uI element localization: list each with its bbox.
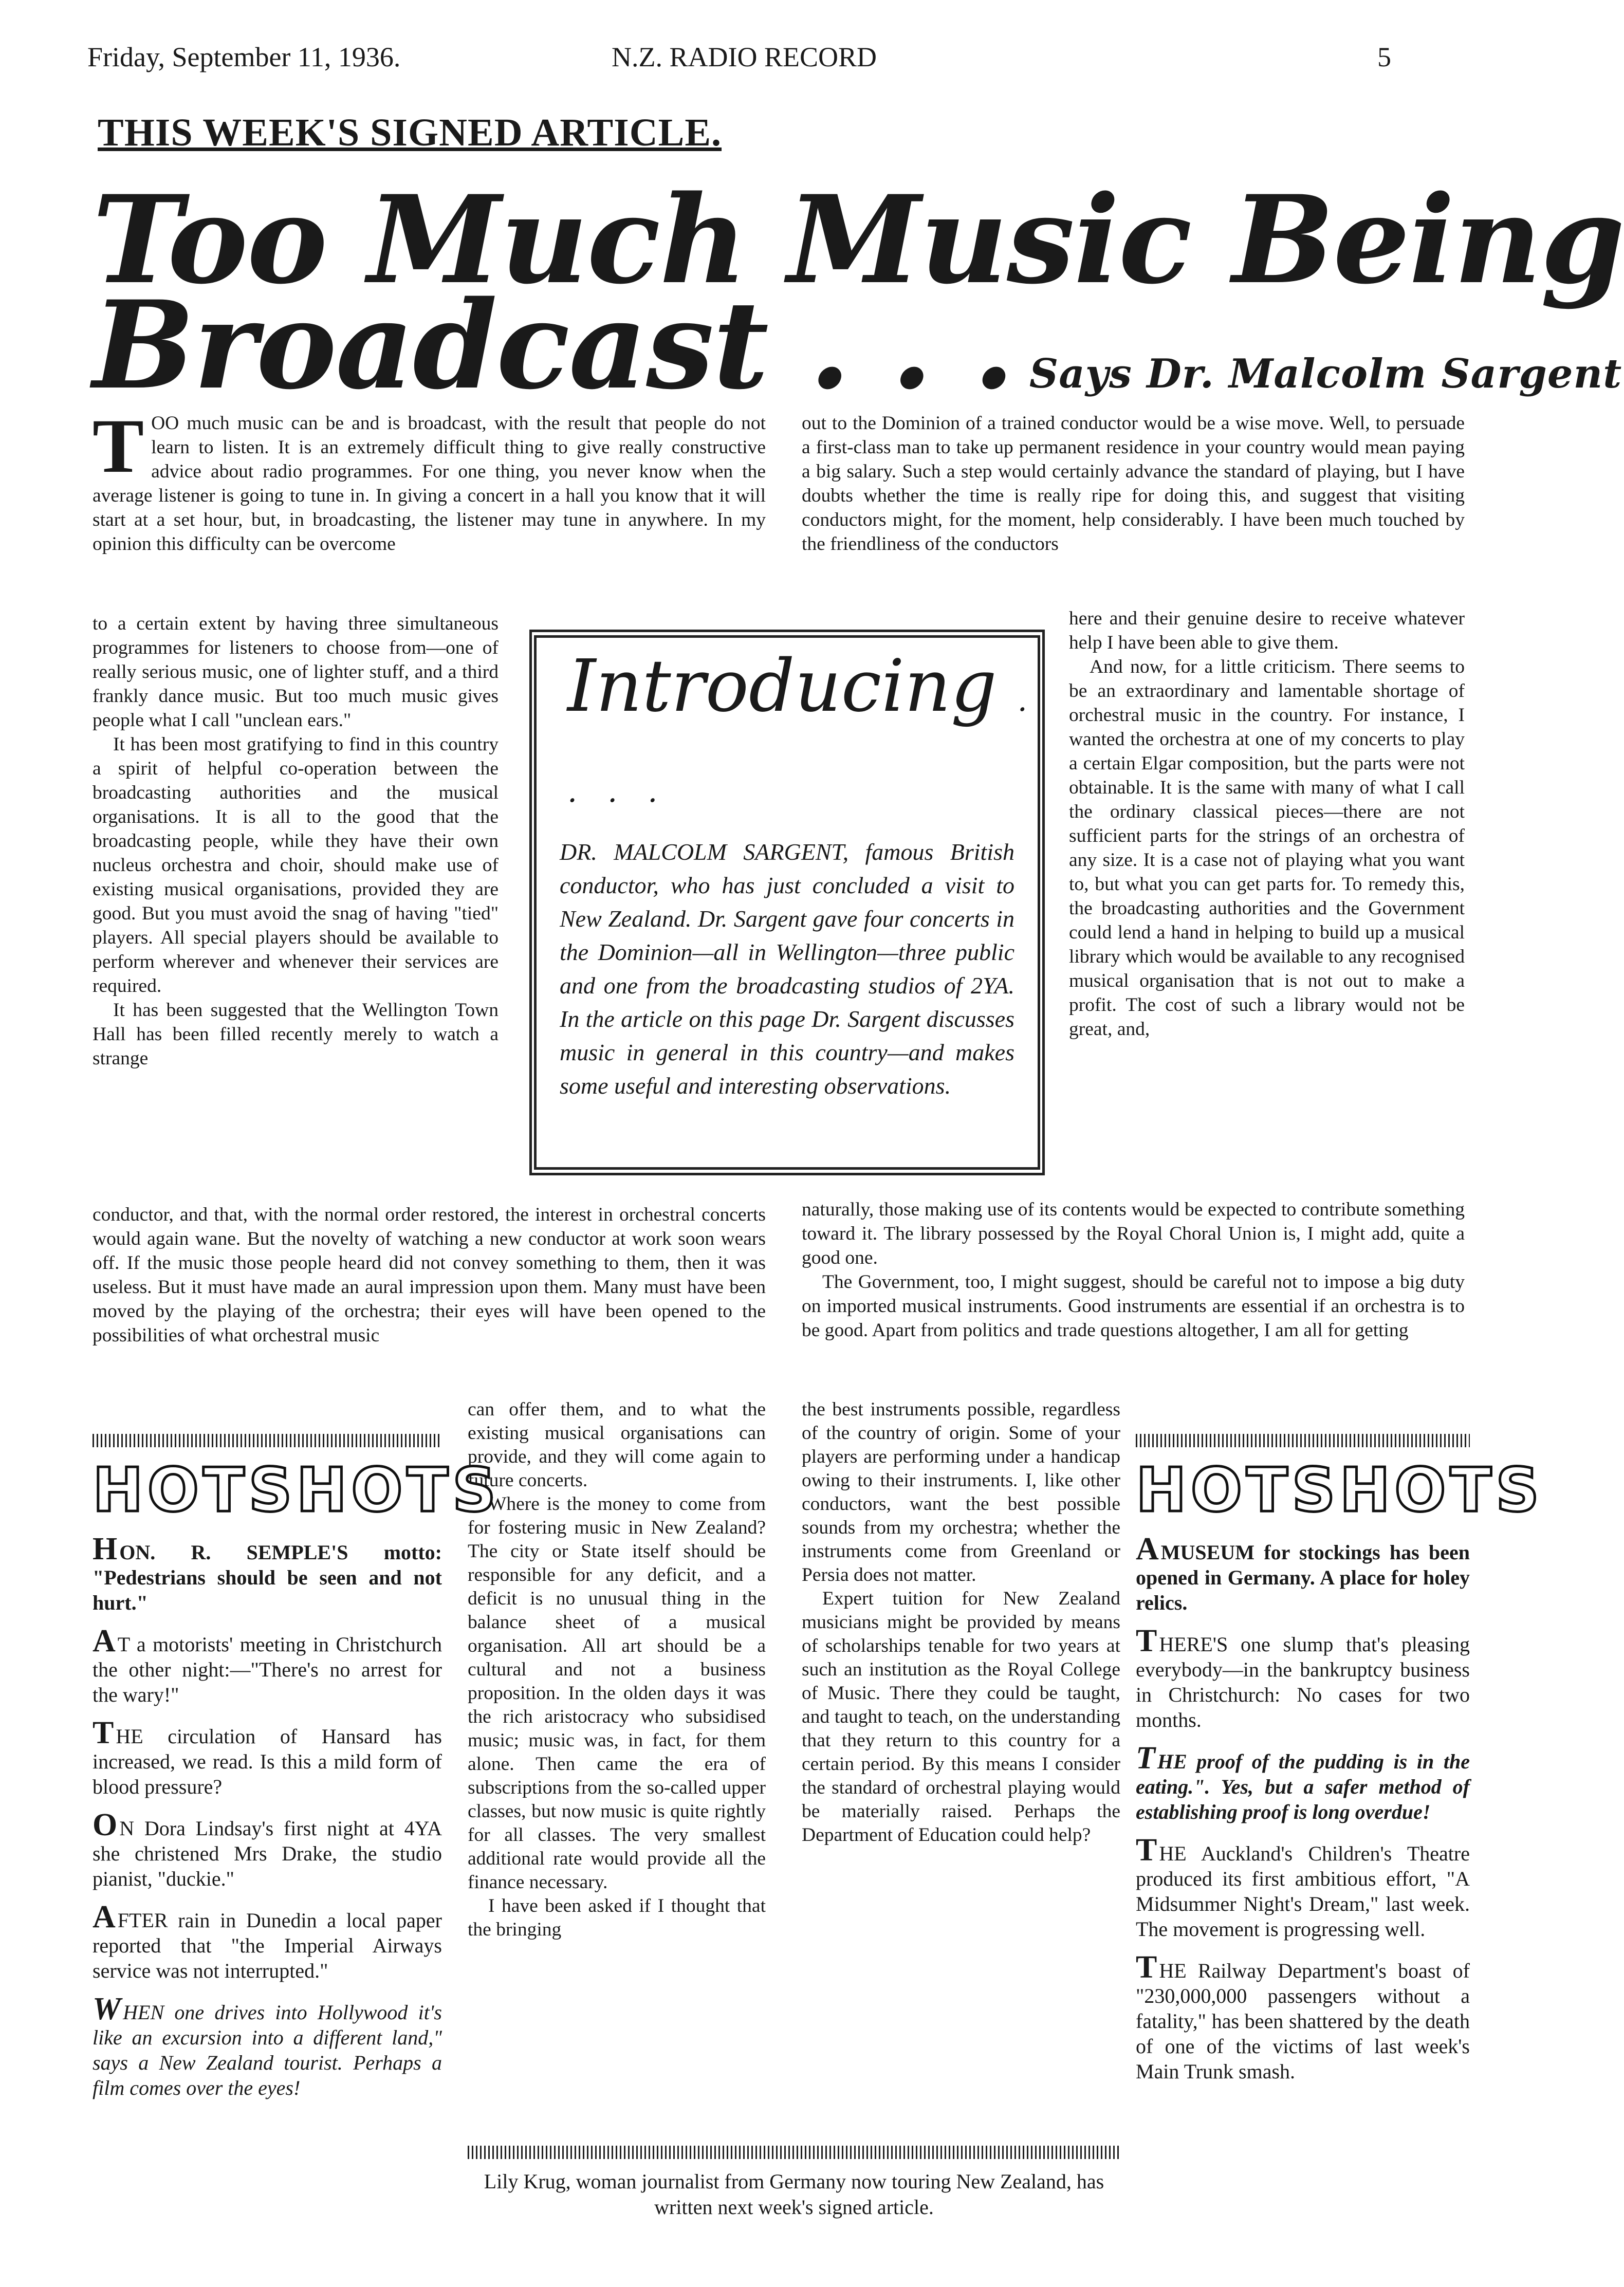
hotshot-cap: T: [1136, 1950, 1157, 1985]
hotshot-item: [1136, 1741, 1470, 1824]
article-paragraph: here and their genuine desire to receive whatever help I have been able to give them.: [1069, 608, 1465, 653]
hotshot-text: FTER rain in Dunedin a local paper reported that "the Imperial Airways service was not interrupted.": [93, 1909, 442, 1982]
article-paragraph: Expert tuition for New Zealand musicians might be provided by means of scholarships tenable for two years at such an institution as the Royal College of Music. There they could be taught, and taught to teach, on the understanding that they return to this country for a certain period. By this means I consider the standard of orchestral playing would be materially raised. Perhaps the Department of Education could help?: [802, 1588, 1120, 1846]
hotshot-cap: H: [93, 1532, 118, 1566]
article-paragraph: can offer them, and to what the existing musical organisations can provide, and they will come again to future concerts.: [468, 1399, 766, 1491]
article-paragraph: out to the Dominion of a trained conductor would be a wise move. Well, to persuade a first-class man to take up permanent residence in your country would mean paying a big salary. Such a step would certainly advance the standard of playing, but I have doubts whether the time is really ripe for doing this, and suggest that visiting conductors might, for the moment, help considerably. I have been much touched by the friendliness of the conductors: [802, 413, 1465, 555]
hotshot-cap: T: [1136, 1833, 1157, 1868]
issue-date: Friday, September 11, 1936.: [87, 42, 401, 72]
article-right-top: [802, 411, 1465, 556]
hotshots-left-rule: [93, 1434, 442, 1447]
publication-name: N.Z. RADIO RECORD: [612, 42, 877, 72]
article-paragraph: Where is the money to come from for fostering music in New Zealand? The city or State itself should be responsible for any deficit, and a deficit is no unusual thing in the balance sheet of a musical organisation. All art should be a cultural and not a business proposition. In the olden days it was the rich aristocracy who subsidised music; music was, in fact, for them alone. Then came the era of subscriptions from the so-called upper classes, but now music is quite rightly for all classes. The very smallest additional rate would provide all the finance necessary.: [468, 1493, 766, 1893]
hotshot-cap: O: [93, 1808, 118, 1842]
hotshots-left-title: HOTSHOTS: [93, 1454, 501, 1525]
hotshot-item: [93, 1624, 442, 1707]
hotshot-cap: A: [93, 1899, 116, 1934]
hotshot-text: HE Railway Department's boast of "230,000,000 passengers without a fatality," has been shattered by the death of one of the victims of last week's Main Trunk smash.: [1136, 1959, 1470, 2083]
hotshot-text: MUSEUM for stockings has been opened in Germany. A place for holey relics.: [1136, 1541, 1470, 1614]
hotshots-right-list: [1136, 1532, 1470, 2097]
hotshot-cap: W: [93, 1991, 121, 2026]
hotshot-item: [1136, 1532, 1470, 1615]
hotshot-item: [93, 1991, 442, 2100]
hotshot-text: ON. R. SEMPLE'S motto: "Pedestrians should be seen and not hurt.": [93, 1541, 442, 1614]
section-label: THIS WEEK'S SIGNED ARTICLE.: [98, 111, 722, 154]
hotshot-cap: T: [1136, 1741, 1155, 1776]
box-dots: . . . .: [567, 683, 1038, 809]
hotshot-cap: A: [1136, 1532, 1159, 1566]
page-number: 5: [1377, 42, 1391, 72]
hotshot-text: HEN one drives into Hollywood it's like an excursion into a different land," says a New Zealand tourist. Perhaps a film comes over the eyes!: [93, 2001, 442, 2099]
hotshot-text: HE proof of the pudding is in the eating.". Yes, but a safer method of establishing proof is long overdue!: [1136, 1750, 1470, 1823]
box-title-text: Introducing: [567, 644, 997, 728]
article-paragraph: the best instruments possible, regardless of the country of origin. Some of your players are performing under a handicap owing to their instruments. I, like other conductors, want the best possible sounds from my orchestra; whether the instruments come from Greenland or Persia does not matter.: [802, 1399, 1120, 1585]
article-column-2: [468, 1398, 766, 1942]
hotshots-right-title: HOTSHOTS: [1136, 1454, 1544, 1525]
hotshot-item: [93, 1532, 442, 1615]
hotshot-item: [1136, 1950, 1470, 2084]
hotshot-item: [93, 1716, 442, 1799]
article-right-wide: [802, 1197, 1465, 1342]
article-column-1: [93, 612, 499, 1071]
hotshot-text: HE circulation of Hansard has increased, we read. Is this a mild form of blood pressure?: [93, 1725, 442, 1798]
byline: Says Dr. Malcolm Sargent: [1029, 351, 1622, 397]
next-week-note: Lily Krug, woman journalist from Germany now touring New Zealand, has written next week's signed article.: [484, 2170, 1104, 2219]
article-wide-left: [93, 1203, 766, 1348]
article-paragraph: naturally, those making use of its contents would be expected to contribute something toward it. The library possessed by the Royal Choral Union is, I might add, quite a good one.: [802, 1199, 1465, 1268]
hotshot-text: HERE'S one slump that's pleasing everybody—in the bankruptcy business in Christchurch: No cases for two months.: [1136, 1633, 1470, 1731]
introducing-box: [529, 630, 1045, 1175]
article-paragraph: The Government, too, I might suggest, should be careful not to impose a big duty on imported musical instruments. Good instruments are essential if an orchestra is to be good. Apart from politics and trade questions altogether, I am all for getting: [802, 1271, 1465, 1341]
article-column-4: [802, 1398, 1120, 1847]
article-intro: [93, 403, 766, 556]
headline-line-2-text: Broadcast . . .: [93, 274, 1014, 416]
next-week-rule: [468, 2146, 1120, 2159]
hotshot-text: HE Auckland's Children's Theatre produced its first ambitious effort, "A Midsummer Night's Dream," last week. The movement is progressing well.: [1136, 1842, 1470, 1941]
hotshot-text: N Dora Lindsay's first night at 4YA she christened Mrs Drake, the studio pianist, "duckie.": [93, 1817, 442, 1890]
hotshot-item: [1136, 1624, 1470, 1732]
article-paragraph: OO much music can be and is broadcast, with the result that people do not learn to listen. It is an extremely difficult thing to give really constructive advice about radio programmes. For one thing, you never know when the average listener is going to tune in. In giving a concert in a hall you know that it will start at a set hour, but, in broadcasting, the listener may tune in anywhere. In my opinion this difficulty can be overcome: [93, 413, 766, 555]
hotshot-cap: T: [1136, 1624, 1157, 1658]
article-paragraph: to a certain extent by having three simultaneous programmes for listeners to choose from—one of really serious music, one of lighter stuff, and a third frankly dance music. But too much music gives people what I call "unclean ears.": [93, 613, 499, 731]
hotshot-text: T a motorists' meeting in Christchurch the other night:—"There's no arrest for the wary!": [93, 1633, 442, 1706]
hotshot-item: [1136, 1833, 1470, 1942]
article-paragraph: And now, for a little criticism. There seems to be an extraordinary and lamentable shortage of orchestral music in the country. For instance, I wanted the orchestra at one of my concerts to play a certain Elgar composition, but the parts were not obtainable. It is the same with many of what I call the ordinary classical pieces—there are not sufficient parts for the strings of an orchestra of any size. It is a case not of playing what you want to, but what you can get parts for. To remedy this, the broadcasting authorities and the Government could lend a hand in helping to build up a musical library which would be available to any recognised musical organisation that is not out to make a profit. The cost of such a library would not be great, and,: [1069, 656, 1465, 1040]
box-title: [567, 644, 1038, 830]
dropcap: T: [93, 403, 144, 489]
hotshot-cap: A: [93, 1624, 116, 1658]
article-paragraph: It has been most gratifying to find in this country a spirit of helpful co-operation between the broadcasting authorities and the musical organisations. It is all to the good that the broadcasting people, while they have their own nucleus orchestra and choir, should make use of existing musical organisations, provided they are good. But you must avoid the snag of having "tied" players. All special players should be available to perform wherever and whenever their services are required.: [93, 734, 499, 997]
box-text: DR. MALCOLM SARGENT, famous British conductor, who has just concluded a visit to New Zealand. Dr. Sargent gave four concerts in the Dominion—all in Wellington—three public and one from the broadcasting studios of 2YA. In the article on this page Dr. Sargent discusses music in general in this country—and makes some useful and interesting observations.: [560, 839, 1014, 1099]
hotshots-left-list: [93, 1532, 442, 2114]
hotshots-right-rule: [1136, 1434, 1470, 1447]
hotshot-item: [93, 1808, 442, 1891]
headline-line-2: [93, 274, 1622, 416]
masthead: [87, 41, 1475, 82]
article-paragraph: It has been suggested that the Wellington Town Hall has been filled recently merely to watch a strange: [93, 1000, 499, 1069]
article-paragraph: I have been asked if I thought that the bringing: [468, 1895, 766, 1940]
hotshot-item: [93, 1899, 442, 1983]
headline-line-1: Too Much Music Being: [93, 169, 1624, 311]
article-column-3: [1069, 606, 1465, 1041]
article-paragraph: conductor, and that, with the normal order restored, the interest in orchestral concerts would again wane. But the novelty of watching a new conductor at work soon wears off. If the music those people heard did not convey something to them, then it was useless. But it must have made an aural impression upon them. Many must have been moved by the playing of the orchestra; their eyes will have been opened to the possibilities of what orchestral music: [93, 1204, 766, 1346]
hotshot-cap: T: [93, 1716, 114, 1750]
